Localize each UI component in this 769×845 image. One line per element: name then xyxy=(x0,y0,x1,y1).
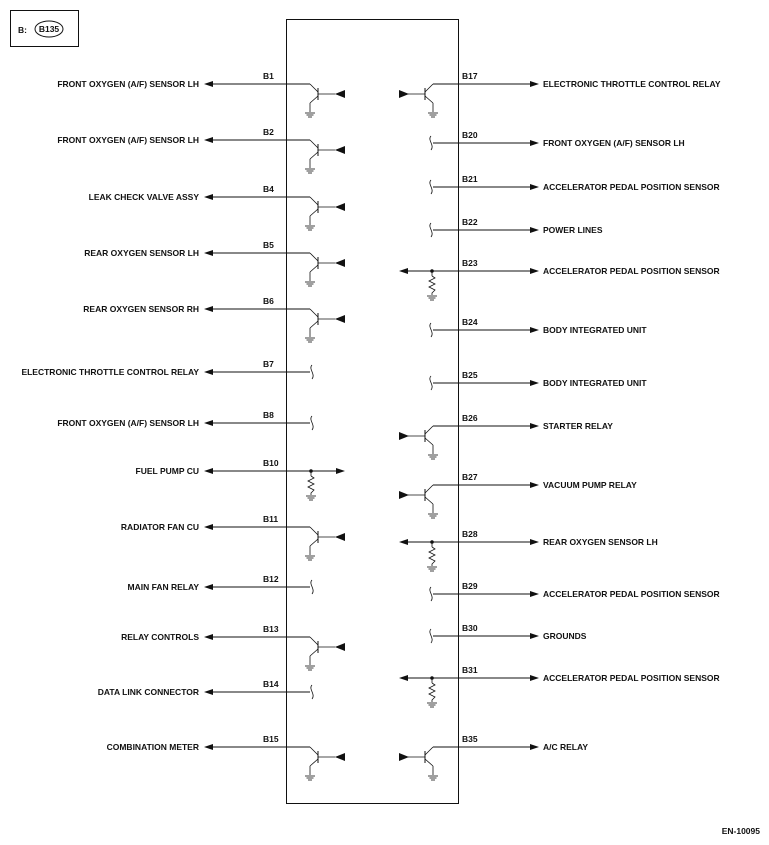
left-pin-b13 xyxy=(121,624,345,670)
input-arrow xyxy=(335,753,345,761)
right-pins xyxy=(399,71,721,780)
arrow-head xyxy=(204,369,213,375)
arrow-head xyxy=(399,675,408,681)
pin-label: ACCELERATOR PEDAL POSITION SENSOR xyxy=(543,673,720,683)
arrow-head xyxy=(204,306,213,312)
pin-label: ACCELERATOR PEDAL POSITION SENSOR xyxy=(543,589,720,599)
pin-label: VACUUM PUMP RELAY xyxy=(543,480,637,490)
pin-number: B28 xyxy=(462,529,478,539)
arrow-head xyxy=(530,591,539,597)
right-pin-b24 xyxy=(430,317,648,337)
pin-number: B1 xyxy=(263,71,274,81)
pin-number: B15 xyxy=(263,734,279,744)
left-pins xyxy=(21,71,345,780)
input-arrow xyxy=(399,90,409,98)
left-pin-b11 xyxy=(121,514,345,560)
arrow-head xyxy=(530,675,539,681)
pin-number: B8 xyxy=(263,410,274,420)
right-pin-b25 xyxy=(430,370,648,390)
pin-label: FRONT OXYGEN (A/F) SENSOR LH xyxy=(57,135,199,145)
input-arrow xyxy=(335,643,345,651)
connector-prefix: B: xyxy=(18,25,27,35)
input-arrow xyxy=(399,432,409,440)
right-pin-b30 xyxy=(430,623,587,643)
left-pin-b5 xyxy=(84,240,345,286)
wire-break xyxy=(311,365,313,379)
pin-number: B30 xyxy=(462,623,478,633)
right-pin-b35 xyxy=(399,734,588,780)
transistor-emitter xyxy=(310,265,318,272)
arrow-head xyxy=(204,584,213,590)
right-pin-b31 xyxy=(399,665,720,707)
right-pin-b29 xyxy=(430,581,720,601)
transistor-emitter xyxy=(425,96,433,103)
pin-label: FRONT OXYGEN (A/F) SENSOR LH xyxy=(57,79,199,89)
pin-label: FRONT OXYGEN (A/F) SENSOR LH xyxy=(543,138,685,148)
input-arrow xyxy=(335,146,345,154)
connector-id: B135 xyxy=(38,24,60,34)
right-pin-b22 xyxy=(430,217,603,237)
right-pin-b28 xyxy=(399,529,658,571)
pin-number: B35 xyxy=(462,734,478,744)
transistor-collector xyxy=(310,637,318,645)
arrow-head xyxy=(204,524,213,530)
pin-label: LEAK CHECK VALVE ASSY xyxy=(88,192,199,202)
pin-number: B13 xyxy=(263,624,279,634)
arrow-head xyxy=(336,468,345,474)
arrow-head xyxy=(530,633,539,639)
resistor xyxy=(429,276,435,295)
pin-label: FRONT OXYGEN (A/F) SENSOR LH xyxy=(57,418,199,428)
arrow-head xyxy=(399,268,408,274)
pin-number: B20 xyxy=(462,130,478,140)
left-pin-b12 xyxy=(128,574,314,594)
pin-number: B10 xyxy=(263,458,279,468)
transistor-collector xyxy=(310,527,318,535)
left-pin-b10 xyxy=(136,458,345,500)
pin-number: B21 xyxy=(462,174,478,184)
arrow-head xyxy=(530,423,539,429)
pin-number: B17 xyxy=(462,71,478,81)
pin-label: RADIATOR FAN CU xyxy=(120,522,199,532)
pin-label: A/C RELAY xyxy=(543,742,589,752)
wire-break xyxy=(430,323,432,337)
right-pin-b23 xyxy=(399,258,720,300)
transistor-emitter xyxy=(310,209,318,216)
transistor-collector xyxy=(310,309,318,317)
input-arrow xyxy=(335,533,345,541)
pin-number: B2 xyxy=(263,127,274,137)
resistor xyxy=(429,547,435,566)
arrow-head xyxy=(530,81,539,87)
transistor-emitter xyxy=(310,649,318,656)
left-pin-b4 xyxy=(89,184,345,230)
pin-label: MAIN FAN RELAY xyxy=(127,582,199,592)
pin-label: COMBINATION METER xyxy=(106,742,199,752)
arrow-head xyxy=(399,539,408,545)
arrow-head xyxy=(530,327,539,333)
arrow-head xyxy=(530,539,539,545)
right-pin-b26 xyxy=(399,413,613,459)
transistor-emitter xyxy=(310,152,318,159)
pin-label: REAR OXYGEN SENSOR RH xyxy=(83,304,199,314)
pin-number: B5 xyxy=(263,240,274,250)
pin-number: B14 xyxy=(263,679,279,689)
left-pin-b7 xyxy=(21,359,313,379)
pin-label: ELECTRONIC THROTTLE CONTROL RELAY xyxy=(21,367,199,377)
transistor-collector xyxy=(310,197,318,205)
arrow-head xyxy=(204,689,213,695)
pin-number: B27 xyxy=(462,472,478,482)
pin-label: ACCELERATOR PEDAL POSITION SENSOR xyxy=(543,266,720,276)
pin-number: B22 xyxy=(462,217,478,227)
transistor-collector xyxy=(310,84,318,92)
transistor-collector xyxy=(425,485,433,493)
arrow-head xyxy=(530,268,539,274)
arrow-head xyxy=(204,81,213,87)
wire-break xyxy=(430,223,432,237)
pin-number: B31 xyxy=(462,665,478,675)
pin-number: B6 xyxy=(263,296,274,306)
pin-label: BODY INTEGRATED UNIT xyxy=(543,378,647,388)
wire-break xyxy=(311,580,313,594)
left-pin-b15 xyxy=(107,734,345,780)
transistor-collector xyxy=(425,747,433,755)
left-pin-b1 xyxy=(57,71,345,117)
arrow-head xyxy=(530,184,539,190)
arrow-head xyxy=(530,482,539,488)
right-pin-b20 xyxy=(430,130,685,150)
arrow-head xyxy=(530,744,539,750)
input-arrow xyxy=(335,90,345,98)
right-pin-b27 xyxy=(399,472,637,518)
pin-label: POWER LINES xyxy=(543,225,603,235)
arrow-head xyxy=(204,137,213,143)
arrow-head xyxy=(204,468,213,474)
pin-label: REAR OXYGEN SENSOR LH xyxy=(84,248,199,258)
pin-number: B25 xyxy=(462,370,478,380)
transistor-collector xyxy=(310,140,318,148)
arrow-head xyxy=(204,250,213,256)
resistor xyxy=(429,683,435,702)
left-pin-b14 xyxy=(98,679,313,699)
pin-number: B4 xyxy=(263,184,274,194)
transistor-collector xyxy=(425,84,433,92)
input-arrow xyxy=(335,259,345,267)
pin-label: REAR OXYGEN SENSOR LH xyxy=(543,537,658,547)
pin-number: B12 xyxy=(263,574,279,584)
right-pin-b21 xyxy=(430,174,720,194)
pin-label: ACCELERATOR PEDAL POSITION SENSOR xyxy=(543,182,720,192)
wire-break xyxy=(430,180,432,194)
transistor-emitter xyxy=(425,759,433,766)
wire-break xyxy=(311,685,313,699)
arrow-head xyxy=(204,194,213,200)
input-arrow xyxy=(335,203,345,211)
right-pin-b17 xyxy=(399,71,721,117)
pin-label: STARTER RELAY xyxy=(543,421,613,431)
pin-label: DATA LINK CONNECTOR xyxy=(97,687,199,697)
pin-number: B29 xyxy=(462,581,478,591)
pin-label: RELAY CONTROLS xyxy=(121,632,199,642)
left-pin-b6 xyxy=(83,296,345,342)
pin-number: B24 xyxy=(462,317,478,327)
wire-break xyxy=(430,136,432,150)
connector-badge xyxy=(11,11,79,47)
transistor-collector xyxy=(310,747,318,755)
pin-label: ELECTRONIC THROTTLE CONTROL RELAY xyxy=(543,79,721,89)
pin-label: FUEL PUMP CU xyxy=(135,466,199,476)
transistor-collector xyxy=(310,253,318,261)
transistor-emitter xyxy=(425,438,433,445)
wire-break xyxy=(311,416,313,430)
pin-number: B26 xyxy=(462,413,478,423)
left-pin-b8 xyxy=(57,410,313,430)
transistor-emitter xyxy=(310,539,318,546)
footer-code: EN-10095 xyxy=(721,826,760,836)
pin-label: GROUNDS xyxy=(543,631,587,641)
pin-number: B7 xyxy=(263,359,274,369)
input-arrow xyxy=(335,315,345,323)
pin-number: B11 xyxy=(263,514,279,524)
wire-break xyxy=(430,587,432,601)
transistor-emitter xyxy=(310,96,318,103)
arrow-head xyxy=(204,744,213,750)
input-arrow xyxy=(399,491,409,499)
pin-label: BODY INTEGRATED UNIT xyxy=(543,325,647,335)
arrow-head xyxy=(530,227,539,233)
pin-number: B23 xyxy=(462,258,478,268)
wire-break xyxy=(430,376,432,390)
transistor-emitter xyxy=(425,497,433,504)
arrow-head xyxy=(204,420,213,426)
transistor-collector xyxy=(425,426,433,434)
resistor xyxy=(308,476,314,495)
arrow-head xyxy=(530,140,539,146)
wire-break xyxy=(430,629,432,643)
arrow-head xyxy=(530,380,539,386)
transistor-emitter xyxy=(310,759,318,766)
arrow-head xyxy=(204,634,213,640)
input-arrow xyxy=(399,753,409,761)
left-pin-b2 xyxy=(57,127,345,173)
transistor-emitter xyxy=(310,321,318,328)
